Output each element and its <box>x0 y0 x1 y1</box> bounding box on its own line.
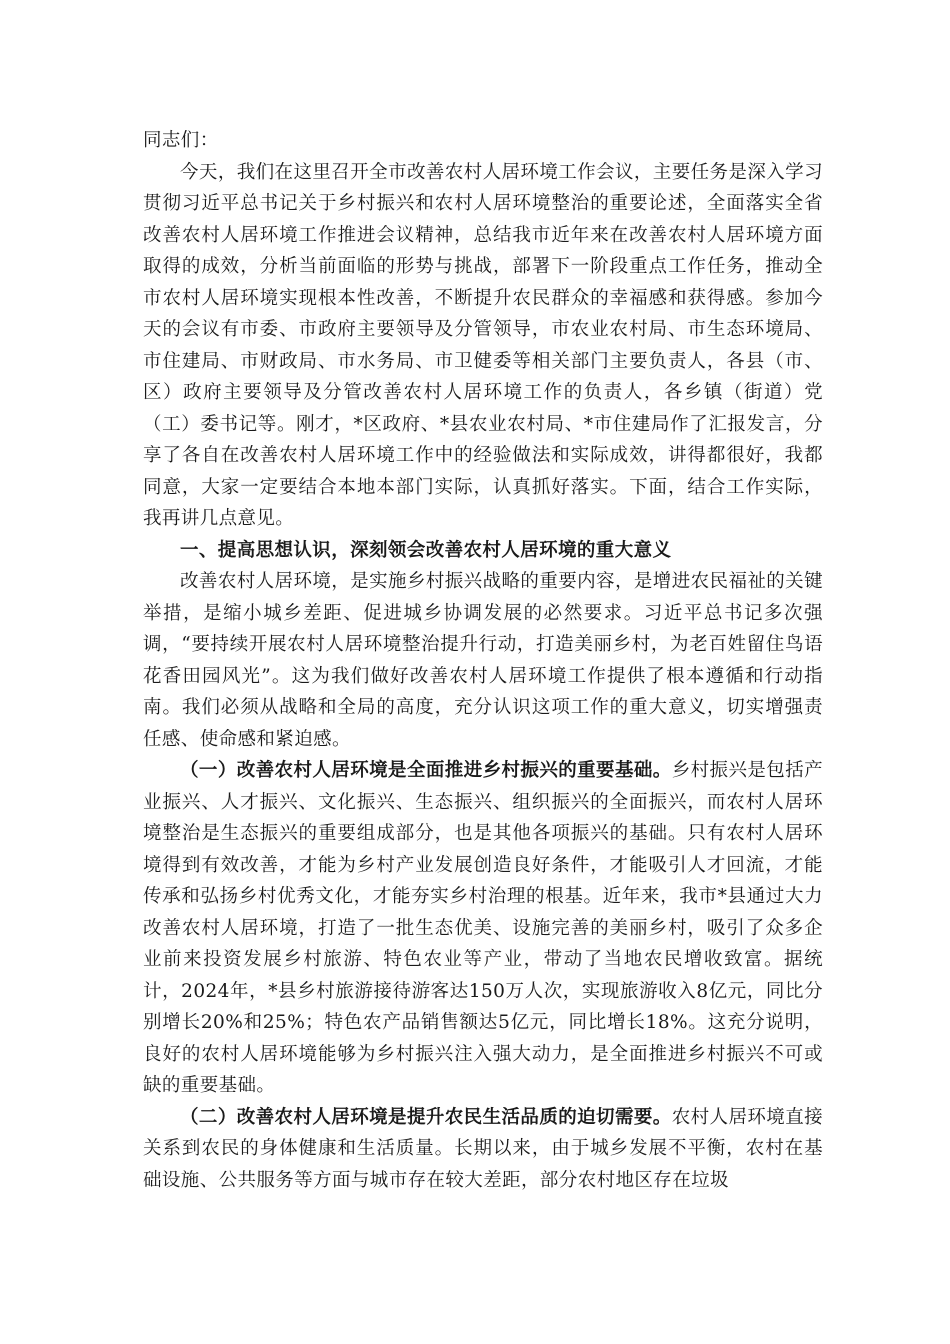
subsection-1-paragraph <box>143 755 823 1102</box>
section-1-paragraph: 改善农村人居环境，是实施乡村振兴战略的重要内容，是增进农民福祉的关键举措，是缩小城乡差距、促进城乡协调发展的必然要求。习近平总书记多次强调，“要持续开展农村人居环境整治提升行动，打造美丽乡村，为老百姓留住鸟语花香田园风光”。这为我们做好改善农村人居环境工作提供了根本遵循和行动指南。我们必须从战略和全局的高度，充分认识这项工作的重大意义，切实增强责任感、使命感和紧迫感。 <box>143 571 823 750</box>
subsection-1-title: （一）改善农村人居环境是全面推进乡村振兴的重要基础。 <box>180 760 672 781</box>
subsection-2-paragraph <box>143 1102 823 1197</box>
document-page <box>143 125 823 1196</box>
subsection-2-title: （二）改善农村人居环境是提升农民生活品质的迫切需要。 <box>180 1106 672 1128</box>
salutation: 同志们： <box>143 130 219 151</box>
section-heading-1: 一、提高思想认识，深刻领会改善农村人居环境的重大意义 <box>180 539 672 561</box>
subsection-1-body: 乡村振兴是包括产业振兴、人才振兴、文化振兴、生态振兴、组织振兴的全面振兴，而农村人居环境整治是生态振兴的重要组成部分，也是其他各项振兴的基础。只有农村人居环境得到有效改善，才能为乡村产业发展创造良好条件，才能吸引人才回流，才能传承和弘扬乡村优秀文化，才能夯实乡村治理的根基。近年来，我市*县通过大力改善农村人居环境，打造了一批生态优美、设施完善的美丽乡村，吸引了众多企业前来投资发展乡村旅游、特色农业等产业，带动了当地农民增收致富。据统计，2024年，*县乡村旅游接待游客达150万人次，实现旅游收入8亿元，同比分别增长20%和25%；特色农产品销售额达5亿元，同比增长18%。这充分说明，良好的农村人居环境能够为乡村振兴注入强大动力，是全面推进乡村振兴不可或缺的重要基础。 <box>143 760 824 1096</box>
intro-paragraph: 今天，我们在这里召开全市改善农村人居环境工作会议，主要任务是深入学习贯彻习近平总书记关于乡村振兴和农村人居环境整治的重要论述，全面落实全省改善农村人居环境工作推进会议精神，总结我市近年来在改善农村人居环境方面取得的成效，分析当前面临的形势与挑战，部署下一阶段重点工作任务，推动全市农村人居环境实现根本性改善，不断提升农民群众的幸福感和获得感。参加今天的会议有市委、市政府主要领导及分管领导，市农业农村局、市生态环境局、市住建局、市财政局、市水务局、市卫健委等相关部门主要负责人，各县（市、区）政府主要领导及分管改善农村人居环境工作的负责人，各乡镇（街道）党（工）委书记等。刚才，*区政府、*县农业农村局、*市住建局作了汇报发言，分享了各自在改善农村人居环境工作中的经验做法和实际成效，讲得都很好，我都同意，大家一定要结合本地本部门实际，认真抓好落实。下面，结合工作实际，我再讲几点意见。 <box>143 161 823 529</box>
subsection-2-body: 农村人居环境直接关系到农民的身体健康和生活质量。长期以来，由于城乡发展不平衡，农村在基础设施、公共服务等方面与城市存在较大差距，部分农村地区存在垃圾 <box>143 1106 824 1191</box>
